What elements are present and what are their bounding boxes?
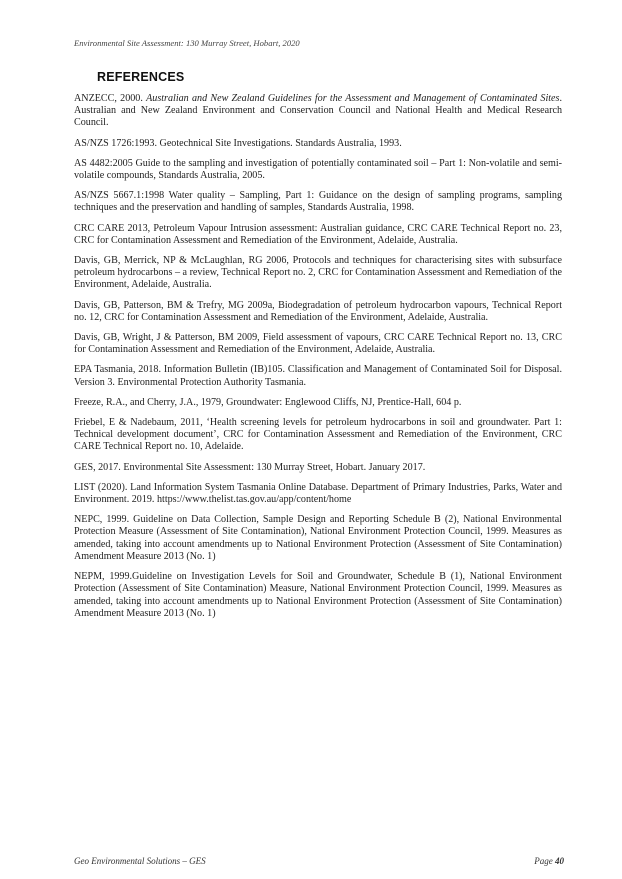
- page-number: 40: [555, 856, 564, 866]
- reference-item: Davis, GB, Patterson, BM & Trefry, MG 2009a, Biodegradation of petroleum hydrocarbon vapours, Technical Report no. 12, CRC for Contamination Assessment and Remediation of the Environment, Adelaide, Australia.: [74, 299, 562, 323]
- reference-item: AS/NZS 5667.1:1998 Water quality – Sampling, Part 1: Guidance on the design of sampling programs, sampling techniques and the preservation and handling of samples, Standards Australia, 1998.: [74, 190, 562, 214]
- reference-item: NEPC, 1999. Guideline on Data Collection, Sample Design and Reporting Schedule B (2), National Environmental Protection Measure (Assessment of Site Contamination), National Environment Protection Council, 1999. Measures as amended, taking into account amendments up to National Environment Protection (Assessment of Site Contamination) Amendment Measure 2013 (No. 1): [74, 514, 562, 562]
- reference-item: Davis, GB, Wright, J & Patterson, BM 2009, Field assessment of vapours, CRC CARE Technical Report no. 13, CRC for Contamination Assessment and Remediation of the Environment, Adelaide, Australia.: [74, 332, 562, 356]
- footer-company: Geo Environmental Solutions – GES: [74, 856, 206, 866]
- reference-item: NEPM, 1999.Guideline on Investigation Levels for Soil and Groundwater, Schedule B (1), National Environment Protection (Assessment of Site Contamination) Measure, National Environment Protection Council, 1999. Measures as amended, taking into account amendments up to National Environment Protection (Assessment of Site Contamination) Amendment Measure 2013 (No. 1): [74, 571, 562, 619]
- reference-item: ANZECC, 2000. Australian and New Zealand Guidelines for the Assessment and Management of Contaminated Sites. Australian and New Zealand Environment and Conservation Council and National Health and Medical Research Council.: [74, 93, 562, 129]
- reference-item: Freeze, R.A., and Cherry, J.A., 1979, Groundwater: Englewood Cliffs, NJ, Prentice-Hall, 604 p.: [74, 396, 462, 408]
- page-label: Page: [534, 856, 553, 866]
- running-header: Environmental Site Assessment: 130 Murray Street, Hobart, 2020: [74, 38, 300, 48]
- footer-page-number: [534, 856, 564, 866]
- reference-item: Davis, GB, Merrick, NP & McLaughlan, RG 2006, Protocols and techniques for characterising sites with subsurface petroleum hydrocarbons – a review, Technical Report no. 2, CRC for Contamination Assessment and Remediation of the Environment, Adelaide, Australia.: [74, 255, 562, 291]
- reference-list: [74, 93, 562, 628]
- reference-item: LIST (2020). Land Information System Tasmania Online Database. Department of Primary Industries, Parks, Water and Environment. 2019. https://www.thelist.tas.gov.au/app/content/home: [74, 481, 562, 506]
- section-title: REFERENCES: [97, 70, 185, 84]
- reference-item: Friebel, E & Nadebaum, 2011, ‘Health screening levels for petroleum hydrocarbons in soil and groundwater. Part 1: Technical development document’, CRC for Contamination Assessment and Remediation of the Environment, CRC CARE Technical Report no. 10, Adelaide.: [74, 417, 562, 453]
- reference-item: AS/NZS 1726:1993. Geotechnical Site Investigations. Standards Australia, 1993.: [74, 137, 402, 149]
- reference-item: AS 4482:2005 Guide to the sampling and investigation of potentially contaminated soil – Part 1: Non-volatile and semi-volatile compounds, Standards Australia, 2005.: [74, 157, 562, 182]
- reference-item: EPA Tasmania, 2018. Information Bulletin (IB)105. Classification and Management of Contaminated Soil for Disposal. Version 3. Environmental Protection Authority Tasmania.: [74, 364, 562, 388]
- reference-item: CRC CARE 2013, Petroleum Vapour Intrusion assessment: Australian guidance, CRC CARE Technical Report no. 23, CRC for Contamination Assessment and Remediation of the Environment, Adelaide, Australia.: [74, 222, 562, 246]
- reference-item: GES, 2017. Environmental Site Assessment: 130 Murray Street, Hobart. January 2017.: [74, 461, 426, 473]
